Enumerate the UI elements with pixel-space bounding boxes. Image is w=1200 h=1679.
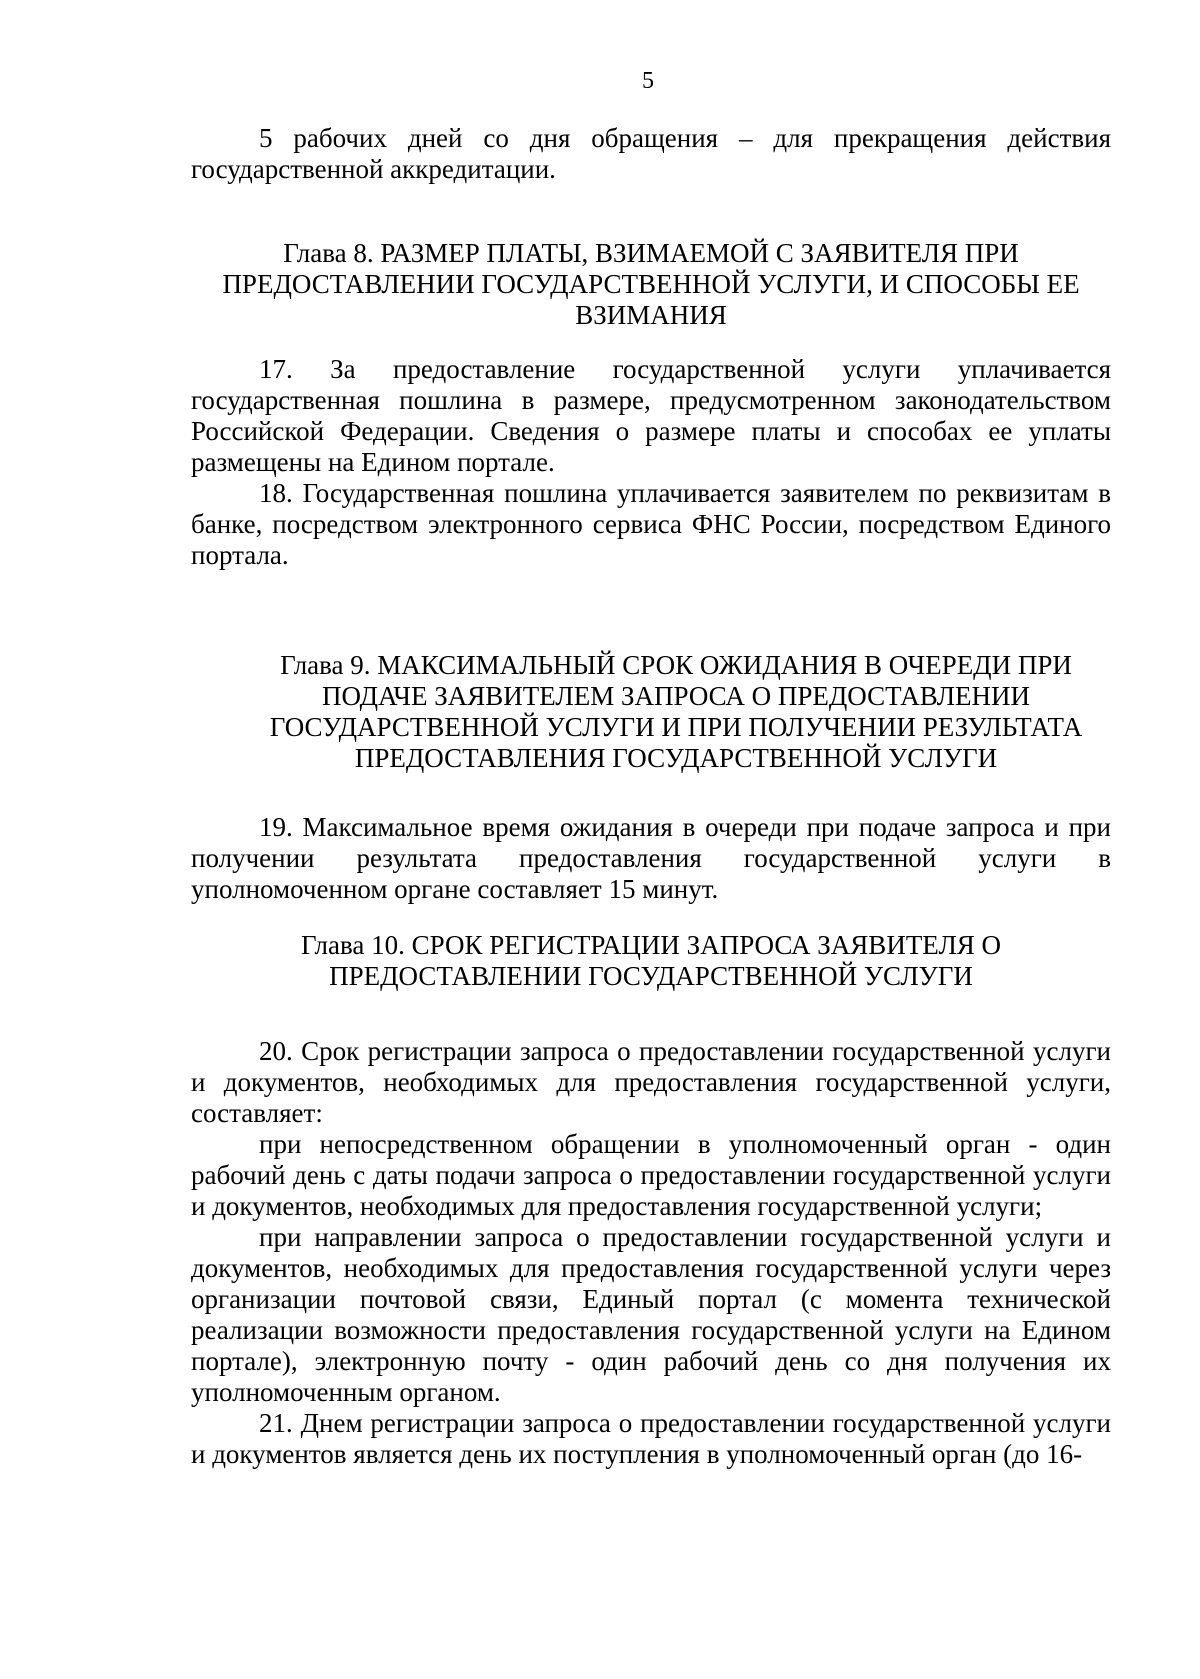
chapter-10-heading-line: Глава 10. СРОК РЕГИСТРАЦИИ ЗАПРОСА ЗАЯВИТЕЛЯ О (300, 930, 1002, 960)
chapter-9-heading-line: ГОСУДАРСТВЕННОЙ УСЛУГИ И ПРИ ПОЛУЧЕНИИ РЕЗУЛЬТАТА (269, 712, 1083, 742)
paragraph-19: 19. Максимальное время ожидания в очереди при подаче запроса и при получении результата предоставления государственной услуги в уполномоченном органе составляет 15 минут. (191, 812, 1111, 904)
chapter-9-body (191, 812, 1111, 905)
page-number: 5 (642, 68, 654, 94)
chapter-8-heading-line: ВЗИМАНИЯ (575, 300, 727, 330)
chapter-9-heading-line: Глава 9. МАКСИМАЛЬНЫЙ СРОК ОЖИДАНИЯ В ОЧЕРЕДИ ПРИ (280, 650, 1072, 680)
chapter-10-body (191, 1036, 1111, 1470)
chapter-9-heading-line: ПРЕДОСТАВЛЕНИЯ ГОСУДАРСТВЕННОЙ УСЛУГИ (354, 743, 998, 773)
chapter-9-heading-line: ПОДАЧЕ ЗАЯВИТЕЛЕМ ЗАПРОСА О ПРЕДОСТАВЛЕНИИ (321, 681, 1031, 711)
chapter-8-heading-line: ПРЕДОСТАВЛЕНИИ ГОСУДАРСТВЕННОЙ УСЛУГИ, И СПОСОБЫ ЕЕ (222, 269, 1080, 299)
chapter-8-heading-line: Глава 8. РАЗМЕР ПЛАТЫ, ВЗИМАЕМОЙ С ЗАЯВИТЕЛЯ ПРИ (283, 238, 1019, 268)
paragraph-17: 17. За предоставление государственной услуги уплачивается государственная пошлина в размере, предусмотренном законодательством Российской Федерации. Сведения о размере платы и способах ее уплаты размещены на Едином портале. (191, 354, 1111, 477)
intro-paragraph: 5 рабочих дней со дня обращения – для прекращения действия государственной аккредитации. (191, 123, 1111, 184)
paragraph-20: 20. Срок регистрации запроса о предоставлении государственной услуги и документов, необходимых для предоставления государственной услуги, составляет: (191, 1036, 1111, 1128)
chapter-9-heading (216, 650, 1136, 774)
paragraph-21: 21. Днем регистрации запроса о предоставлении государственной услуги и документов является день их поступления в уполномоченный орган (до 16- (191, 1408, 1111, 1469)
paragraph-20-item-direct: при непосредственном обращении в уполномоченный орган - один рабочий день с даты подачи запроса о предоставлении государственной услуги и документов, необходимых для предоставления государственной услуги; (191, 1129, 1111, 1221)
intro-paragraph-block (191, 123, 1111, 185)
chapter-10-heading (191, 930, 1111, 992)
paragraph-20-item-remote: при направлении запроса о предоставлении государственной услуги и документов, необходимых для предоставления государственной услуги через организации почтовой связи, Единый портал (с момента технической реализации возможности предоставления государственной услуги на Едином портале), электронную почту - один рабочий день со дня получения их уполномоченным органом. (191, 1222, 1111, 1407)
chapter-10-heading-line: ПРЕДОСТАВЛЕНИИ ГОСУДАРСТВЕННОЙ УСЛУГИ (329, 961, 973, 991)
chapter-8-body (191, 354, 1111, 571)
paragraph-18: 18. Государственная пошлина уплачивается заявителем по реквизитам в банке, посредством электронного сервиса ФНС России, посредством Единого портала. (191, 478, 1111, 570)
chapter-8-heading (191, 238, 1111, 331)
